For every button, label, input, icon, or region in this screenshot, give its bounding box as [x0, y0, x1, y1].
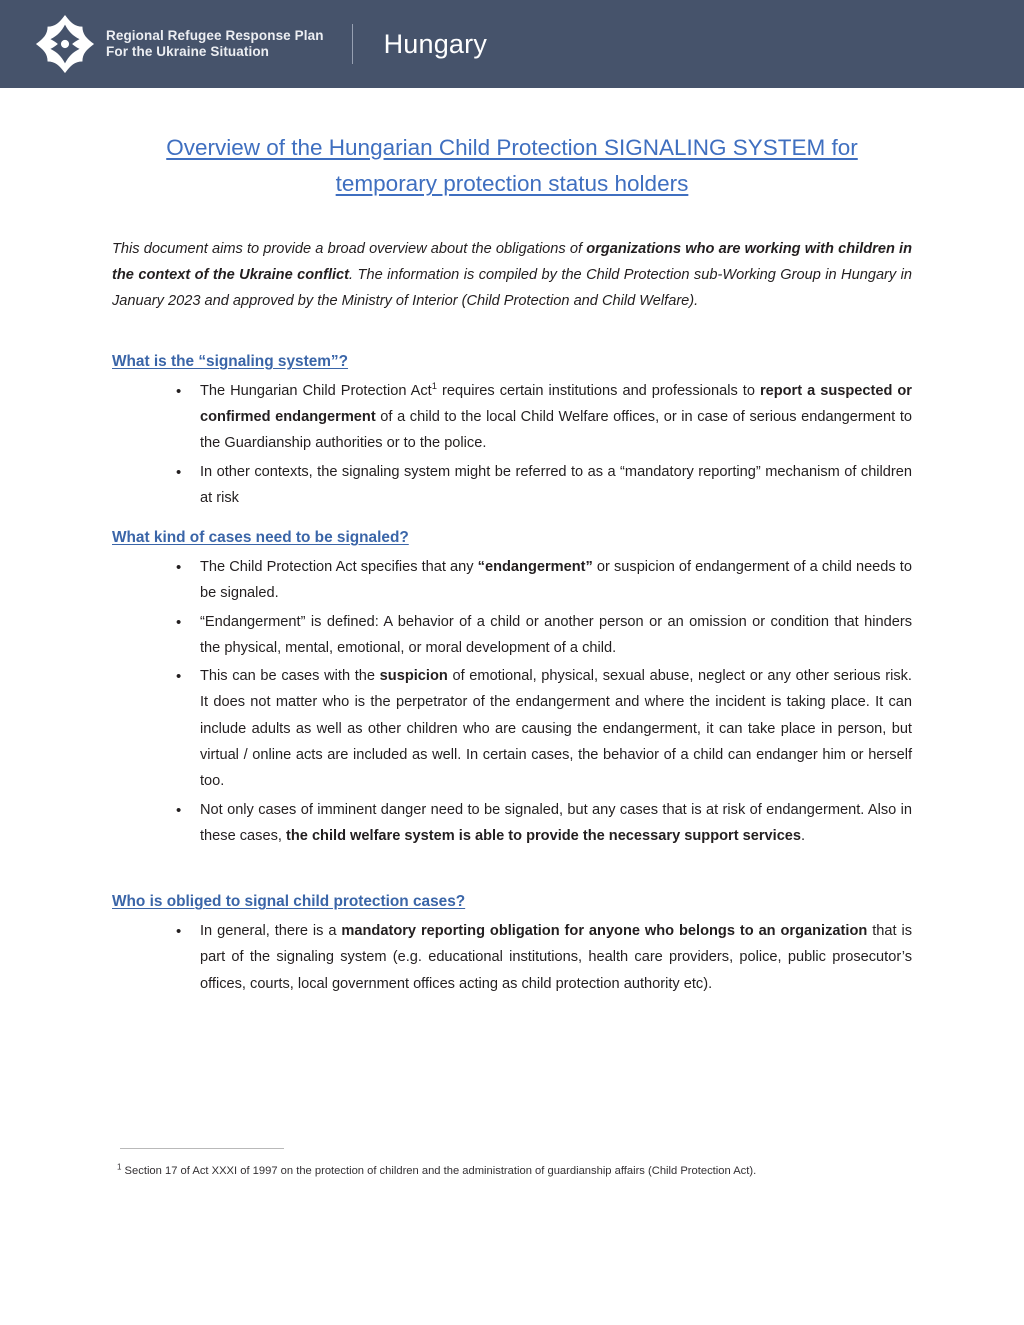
bullet-bold-1: report a suspected or confirmed endangerment: [200, 382, 912, 426]
section-2-bullet-list: [112, 554, 912, 849]
list-item: [112, 797, 912, 850]
list-item: [112, 459, 912, 512]
bullet-text-1: This can be cases with the: [200, 668, 380, 685]
bullet-text-3: of emotional, physical, sexual abuse, neglect or any other serious risk. It does not matter who is the perpetrator of the endangerment and where the incident is taking place. It can include adults as well as other children who are causing the endangerment, it can take place in person, but virtual / online acts are included as well. In certain cases, the behavior of a child can endanger him or herself too.: [200, 668, 912, 790]
country-title: Hungary: [383, 28, 488, 59]
section-3-bullet-list: [112, 918, 912, 997]
list-item: [112, 554, 912, 607]
intro-text-2: . The information is compiled by the Child Protection sub-Working Group in Hungary in January 2023 and approved by the Ministry of Interior (Child Protection and Child Welfare).: [112, 266, 913, 309]
bullet-bold-1: suspicion: [379, 668, 448, 685]
list-item: [112, 918, 912, 997]
brand-wordmark: [106, 28, 324, 61]
section-3: [112, 877, 912, 918]
section-heading-who-is-obliged: Who is obliged to signal child protection cases?: [112, 893, 466, 911]
intro-text-1: This document aims to provide a broad overview about the obligations of: [112, 240, 587, 257]
bullet-text-1: In general, there is a: [200, 923, 342, 940]
intro-bold-1: organizations who are working with children in the context of the Ukraine conflict: [112, 240, 912, 283]
section-heading-signaling-system: What is the “signaling system”?: [112, 352, 349, 370]
bullet-bold-1: mandatory reporting obligation for anyone who belongs to an organization: [341, 923, 868, 940]
document-content: [112, 88, 912, 997]
bullet-text-2: requires certain institutions and professionals to: [437, 382, 760, 399]
bullet-bold-1: the child welfare system is able to provide the necessary support services: [286, 827, 802, 844]
intro-paragraph: [112, 237, 912, 315]
bullet-text-3: or suspicion of endangerment of a child needs to be signaled.: [200, 559, 912, 602]
bullet-bold-1: “endangerment”: [477, 559, 593, 576]
footnote-entry: [117, 1161, 907, 1183]
rrp-four-point-star-logo-icon: [34, 13, 96, 75]
brand-lockup: [34, 13, 324, 75]
bullet-text-1: The Hungarian Child Protection Act: [200, 382, 432, 399]
footnote-area: [0, 1148, 1024, 1183]
list-item: [112, 378, 912, 457]
brand-line-1: Regional Refugee Response Plan: [106, 27, 324, 43]
bullet-text-1: “Endangerment” is defined: A behavior of a child or another person or an omission or condition that hinders the physical, mental, emotional, or moral development of a child.: [200, 613, 912, 656]
bullet-text-1: The Child Protection Act specifies that any: [200, 559, 478, 576]
section-heading-cases-to-signal: What kind of cases need to be signaled?: [112, 529, 409, 547]
bullet-text-1: Not only cases of imminent danger need to be signaled, but any cases that is at risk of endangerment. Also in these cases,: [200, 801, 912, 844]
bullet-text-3: that is part of the signaling system (e.g. educational institutions, health care providers, police, public prosecutor’s offices, courts, local government offices acting as child protection authority etc).: [200, 923, 912, 992]
footnote-body-text: Section 17 of Act XXXI of 1997 on the protection of children and the administration of guardianship affairs (Child Protection Act).: [121, 1165, 757, 1177]
footnote-reference-marker[interactable]: 1: [431, 380, 437, 392]
document-page: [0, 88, 1024, 999]
bullet-text-3: of a child to the local Child Welfare offices, or in case of serious endangerment to the Guardianship authorities or to the police.: [200, 409, 912, 452]
brand-line-2: For the Ukraine Situation: [106, 44, 270, 59]
list-item: [112, 663, 912, 794]
section-1-bullet-list: [112, 378, 912, 511]
list-item: [112, 609, 912, 662]
bullet-text-3: .: [801, 827, 806, 844]
footnote-separator-rule: [120, 1148, 284, 1149]
banner-divider: [352, 24, 353, 64]
page-header-banner: [0, 0, 1024, 88]
bullet-text-1: In other contexts, the signaling system might be referred to as a “mandatory reporting” mechanism of children at risk: [200, 463, 912, 506]
document-title: Overview of the Hungarian Child Protection SIGNALING SYSTEM for temporary protection status holders: [166, 135, 858, 197]
section-spacer: [112, 851, 912, 877]
section-2: [112, 513, 912, 554]
section-1: [112, 337, 912, 378]
footnote-marker: 1: [117, 1162, 122, 1172]
